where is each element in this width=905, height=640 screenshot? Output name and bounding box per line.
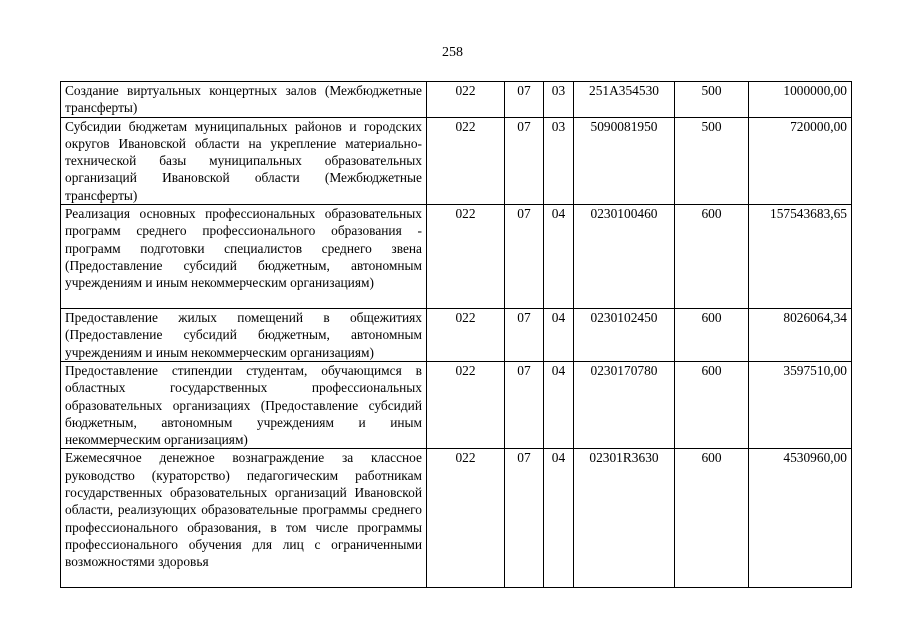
- subsection-code: 04: [544, 309, 574, 362]
- expense-type-code: 600: [675, 309, 749, 362]
- subsection-code: 04: [544, 205, 574, 309]
- budget-table: [60, 81, 852, 588]
- row-description: Ежемесячное денежное вознаграждение за классное руководство (кураторство) педагогическим работникам государственных образовательных организаций Ивановской области, реализующих образовательные программы среднего профессионального образования, в том числе программы профессионального обучения для лиц с ограниченными возможностями здоровья: [61, 449, 427, 588]
- subsection-code: 04: [544, 361, 574, 448]
- expense-type-code: 600: [675, 205, 749, 309]
- section-code: 07: [505, 117, 544, 204]
- target-code: 5090081950: [574, 117, 675, 204]
- expense-type-code: 500: [675, 82, 749, 118]
- row-description: Предоставление стипендии студентам, обучающимся в областных государственных профессиональных образовательных организациях (Предоставление субсидий бюджетным, автономным учреждениям и иным некоммерческим организациям): [61, 361, 427, 448]
- amount: 157543683,65: [749, 205, 852, 309]
- table-row: [61, 449, 852, 588]
- expense-type-code: 600: [675, 361, 749, 448]
- admin-code: 022: [427, 117, 505, 204]
- expense-type-code: 600: [675, 449, 749, 588]
- table-row: [61, 117, 852, 204]
- expense-type-code: 500: [675, 117, 749, 204]
- row-description: Предоставление жилых помещений в общежитиях (Предоставление субсидий бюджетным, автономным учреждениям и иным некоммерческим организациям): [61, 309, 427, 362]
- row-description: Реализация основных профессиональных образовательных программ среднего профессионального образования - программ подготовки специалистов среднего звена (Предоставление субсидий бюджетным, автономным учреждениям и иным некоммерческим организациям): [61, 205, 427, 309]
- subsection-code: 03: [544, 117, 574, 204]
- section-code: 07: [505, 82, 544, 118]
- admin-code: 022: [427, 309, 505, 362]
- admin-code: 022: [427, 449, 505, 588]
- amount: 8026064,34: [749, 309, 852, 362]
- target-code: 251A354530: [574, 82, 675, 118]
- amount: 1000000,00: [749, 82, 852, 118]
- table-row: [61, 205, 852, 309]
- amount: 3597510,00: [749, 361, 852, 448]
- target-code: 0230170780: [574, 361, 675, 448]
- target-code: 02301R3630: [574, 449, 675, 588]
- target-code: 0230102450: [574, 309, 675, 362]
- row-description: Субсидии бюджетам муниципальных районов и городских округов Ивановской области на укрепление материально-технической базы муниципальных образовательных организаций Ивановской области (Межбюджетные трансферты): [61, 117, 427, 204]
- section-code: 07: [505, 205, 544, 309]
- table-row: [61, 82, 852, 118]
- amount: 4530960,00: [749, 449, 852, 588]
- table-row: [61, 361, 852, 448]
- row-description: Создание виртуальных концертных залов (Межбюджетные трансферты): [61, 82, 427, 118]
- page-number: 258: [442, 45, 463, 60]
- amount: 720000,00: [749, 117, 852, 204]
- admin-code: 022: [427, 82, 505, 118]
- section-code: 07: [505, 361, 544, 448]
- section-code: 07: [505, 309, 544, 362]
- subsection-code: 03: [544, 82, 574, 118]
- admin-code: 022: [427, 205, 505, 309]
- table-row: [61, 309, 852, 362]
- section-code: 07: [505, 449, 544, 588]
- subsection-code: 04: [544, 449, 574, 588]
- admin-code: 022: [427, 361, 505, 448]
- target-code: 0230100460: [574, 205, 675, 309]
